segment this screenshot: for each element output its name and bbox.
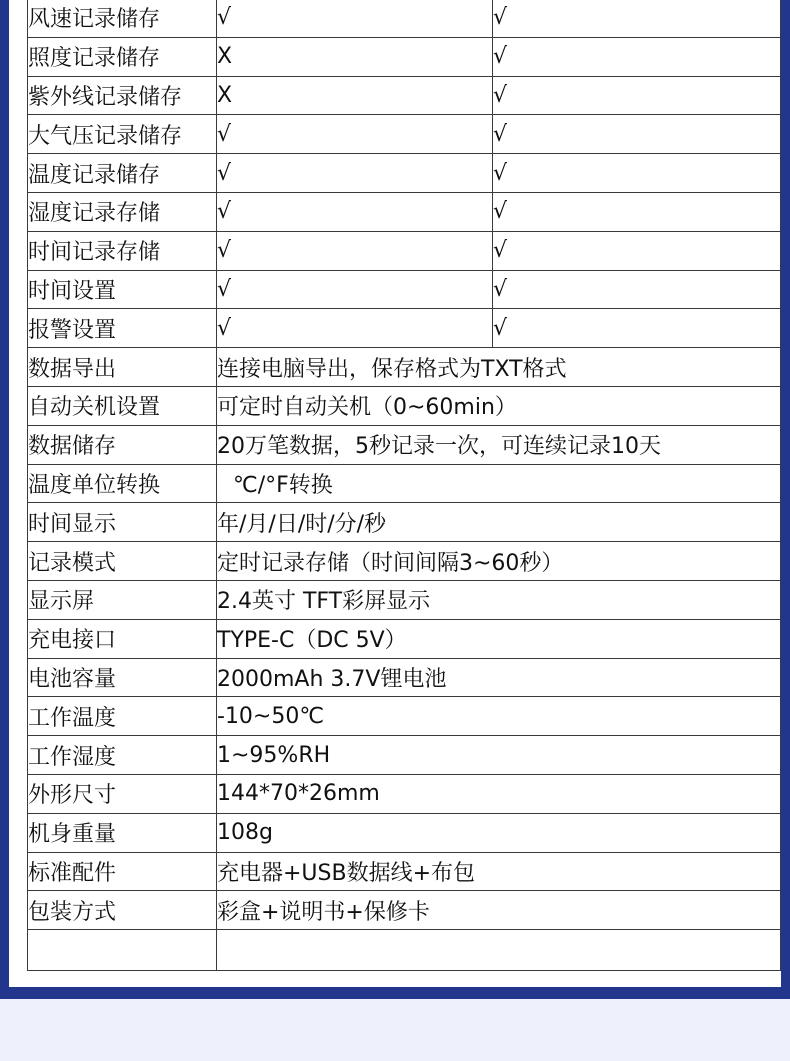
row-label: 时间记录存储 bbox=[28, 231, 217, 270]
row-label: 充电接口 bbox=[28, 619, 217, 658]
model-a-check: √ bbox=[217, 154, 493, 193]
model-b-check: √ bbox=[493, 0, 781, 37]
table-row bbox=[28, 774, 781, 813]
row-label: 温度记录储存 bbox=[28, 154, 217, 193]
model-b-check: √ bbox=[493, 37, 781, 76]
row-label: 自动关机设置 bbox=[28, 386, 217, 425]
table-row bbox=[28, 619, 781, 658]
model-a-check: √ bbox=[217, 115, 493, 154]
spec-sheet bbox=[9, 0, 781, 987]
model-a-check: √ bbox=[217, 192, 493, 231]
table-row bbox=[28, 464, 781, 503]
table-row bbox=[28, 309, 781, 348]
row-label: 照度记录储存 bbox=[28, 37, 217, 76]
row-value: 连接电脑导出，保存格式为TXT格式 bbox=[217, 348, 781, 387]
model-a-check: X bbox=[217, 76, 493, 115]
table-row bbox=[28, 37, 781, 76]
row-label: 报警设置 bbox=[28, 309, 217, 348]
row-value: 2.4英寸 TFT彩屏显示 bbox=[217, 580, 781, 619]
row-label: 紫外线记录储存 bbox=[28, 76, 217, 115]
model-b-check: √ bbox=[493, 309, 781, 348]
row-label: 外形尺寸 bbox=[28, 774, 217, 813]
row-value: 20万笔数据，5秒记录一次，可连续记录10天 bbox=[217, 425, 781, 464]
row-label: 大气压记录储存 bbox=[28, 115, 217, 154]
table-row bbox=[28, 697, 781, 736]
row-value: 充电器+USB数据线+布包 bbox=[217, 852, 781, 891]
table-row bbox=[28, 736, 781, 775]
table-row bbox=[28, 542, 781, 581]
table-row bbox=[28, 0, 781, 37]
row-value: 可定时自动关机（0~60min） bbox=[217, 386, 781, 425]
model-a-check: √ bbox=[217, 309, 493, 348]
table-row bbox=[28, 231, 781, 270]
table-row bbox=[28, 658, 781, 697]
model-b-check: √ bbox=[493, 231, 781, 270]
row-value: 彩盒+说明书+保修卡 bbox=[217, 891, 781, 930]
row-value: 144*70*26mm bbox=[217, 774, 781, 813]
model-b-check: √ bbox=[493, 270, 781, 309]
table-row bbox=[28, 852, 781, 891]
row-label: 数据导出 bbox=[28, 348, 217, 387]
row-value: TYPE-C（DC 5V） bbox=[217, 619, 781, 658]
row-label: 标准配件 bbox=[28, 852, 217, 891]
table-row bbox=[28, 580, 781, 619]
row-label: 时间设置 bbox=[28, 270, 217, 309]
model-b-check: √ bbox=[493, 115, 781, 154]
empty-cell bbox=[217, 930, 781, 971]
model-b-check: √ bbox=[493, 192, 781, 231]
row-value: 2000mAh 3.7V锂电池 bbox=[217, 658, 781, 697]
table-row bbox=[28, 891, 781, 930]
row-label: 记录模式 bbox=[28, 542, 217, 581]
model-a-check: X bbox=[217, 37, 493, 76]
row-label: 时间显示 bbox=[28, 503, 217, 542]
row-label: 数据储存 bbox=[28, 425, 217, 464]
empty-row bbox=[28, 930, 781, 971]
model-a-check: √ bbox=[217, 270, 493, 309]
table-row bbox=[28, 270, 781, 309]
row-value: 年/月/日/时/分/秒 bbox=[217, 503, 781, 542]
model-a-check: √ bbox=[217, 0, 493, 37]
spec-table bbox=[27, 0, 781, 971]
model-b-check: √ bbox=[493, 154, 781, 193]
table-row bbox=[28, 503, 781, 542]
table-row bbox=[28, 813, 781, 852]
model-a-check: √ bbox=[217, 231, 493, 270]
row-value: ℃/°F转换 bbox=[217, 464, 781, 503]
row-label: 温度单位转换 bbox=[28, 464, 217, 503]
row-value: 1~95%RH bbox=[217, 736, 781, 775]
row-label: 包装方式 bbox=[28, 891, 217, 930]
row-label: 机身重量 bbox=[28, 813, 217, 852]
row-label: 风速记录储存 bbox=[28, 0, 217, 37]
empty-cell bbox=[28, 930, 217, 971]
table-row bbox=[28, 386, 781, 425]
row-label: 湿度记录存储 bbox=[28, 192, 217, 231]
table-row bbox=[28, 154, 781, 193]
table-row bbox=[28, 192, 781, 231]
table-row bbox=[28, 76, 781, 115]
table-row bbox=[28, 425, 781, 464]
row-value: 定时记录存储（时间间隔3~60秒） bbox=[217, 542, 781, 581]
row-label: 工作湿度 bbox=[28, 736, 217, 775]
table-row bbox=[28, 348, 781, 387]
model-b-check: √ bbox=[493, 76, 781, 115]
row-label: 工作温度 bbox=[28, 697, 217, 736]
row-label: 电池容量 bbox=[28, 658, 217, 697]
row-label: 显示屏 bbox=[28, 580, 217, 619]
row-value: -10~50℃ bbox=[217, 697, 781, 736]
row-value: 108g bbox=[217, 813, 781, 852]
table-row bbox=[28, 115, 781, 154]
